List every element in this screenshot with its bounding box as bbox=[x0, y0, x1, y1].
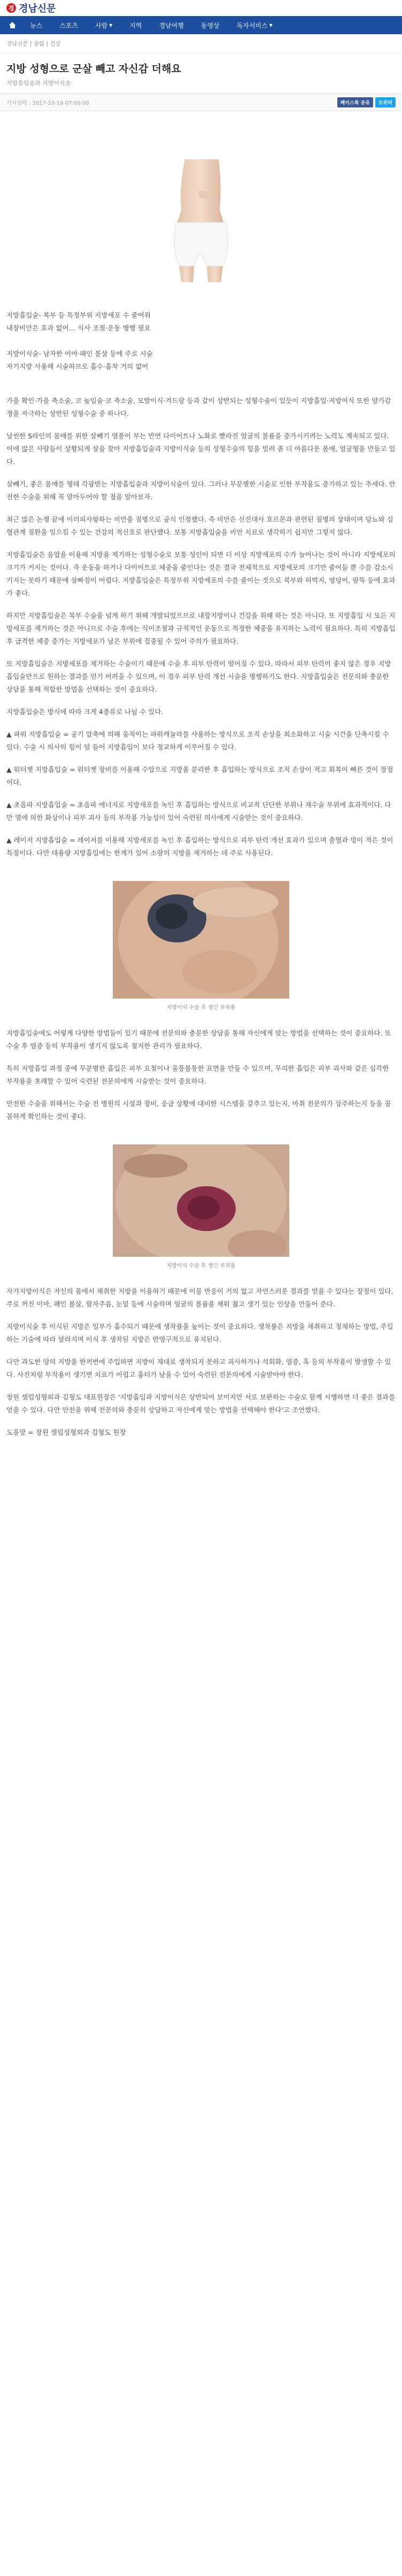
logo-mark: 경 bbox=[6, 3, 16, 13]
nav-travel[interactable] bbox=[151, 16, 192, 34]
article-subtitle: 지방흡입술과 지방이식술 bbox=[6, 80, 71, 87]
paragraph: 특히 지방흡입 과정 중에 무분별한 흡입은 피부 요철이나 울퉁불퉁한 표면을 만들 수 있으며, 무리한 흡입은 피부 괴사와 같은 심각한 부작용을 초래할 수 있어 숙련된 전문의에게 시술받는 것이 중요하다. bbox=[6, 1064, 389, 1085]
nav-people[interactable] bbox=[87, 16, 121, 34]
side-effect-photo-1 bbox=[113, 881, 289, 999]
paragraph: 또 지방흡입술은 지방세포를 제거하는 수술이기 때문에 수술 후 피부 탄력이 떨어질 수 있다. 따라서 피부 탄력이 좋지 않은 경우 지방흡입술만으로 원하는 결과를 얻기 어려울 수 있으며, 이 경우 피부 탄력 개선 시술을 병행하기도 한다. 지방흡입술은 전문의와 충분한 상담을 통해 적합한 방법을 선택하는 것이 중요하다. bbox=[6, 660, 391, 693]
article-body bbox=[0, 159, 402, 1439]
paragraph: 지방흡입술에도 어떻게 다양한 방법들이 있기 때문에 전문의와 충분한 상담을 통해 자신에게 맞는 방법을 선택하는 것이 중요하다. 또 수술 후 염증 등의 부작용이 생기지 않도록 철저한 관리가 필요하다. bbox=[6, 1029, 391, 1050]
paragraph: 창원 셀럽성형외과 김형도 대표원장은 '지방흡입과 지방이식은 상반되어 보이지만 서로 보완하는 수술로 함께 시행하면 더 좋은 결과를 얻을 수 있다. 다만 안전을 위해 전문의와 충분히 상담하고 자신에게 맞는 방법을 선택해야 한다'고 조언했다. bbox=[6, 1393, 396, 1414]
logo-text: 경남신문 bbox=[19, 3, 56, 14]
paragraph: 지방흡입술은 음압을 이용해 지방을 제거하는 성형수술로 보통 성인이 되면 더 이상 지방세포의 수가 늘어나는 것이 아니라 지방세포의 크기가 커지는 것이다. 즉 운동을 하거나 다이어트로 체중을 줄인다는 것은 결국 전체적으로 지방세포의 크기만 줄어들 뿐 수를 감소시키지는 못하기 때문에 살빠짐이 어렵다. 지방흡입술은 특정부위 지방세포의 수를 줄이는 것으로 복부와 허벅지, 엉덩이, 팔뚝 등에 효과가 좋다. bbox=[6, 551, 396, 597]
nav-label: 뉴스 bbox=[30, 21, 43, 29]
paragraph: 최근 많은 논쟁 끝에 이러피사항하는 비만을 질병으로 공식 인정했다. 즉 비만은 신진대사 호르몬과 관련된 질병의 상태이며 당뇨와 심혈관계 질환을 일으킬 수 있는 건강의 적신호로 판단했다. 보통 지방흡입술을 비만 치료로 생각하기 쉽지만 그렇지 않다. bbox=[6, 515, 393, 536]
nav-sports[interactable] bbox=[51, 16, 87, 34]
paragraph: ▲ 파워 지방흡입술 = 공기 압축에 의해 움직이는 파워캐뉼라를 사용하는 방식으로 조직 손상을 최소화하고 시술 시간을 단축시킬 수 있다. 수술 시 의사의 힘이 덜 들어 지방흡입이 보다 정교하게 이루어질 수 있다. bbox=[6, 730, 389, 751]
nav-label: 독자서비스 bbox=[236, 21, 268, 29]
credit-line: 도움말 = 창원 셀럽성형외과 김형도 원장 bbox=[6, 1428, 126, 1436]
body-photo bbox=[156, 159, 246, 282]
paragraph: 살빼기, 좋은 몸매를 형태 각광받는 지방흡입술과 지방이식술이 있다. 그러나 무분별한 시술로 인한 부작용도 증가하고 있는 추세다. 안전한 수술을 위해 꼭 알아두어야 할 점을 알아보자. bbox=[6, 480, 396, 501]
intro-line: 내장비만은 효과 없어… 식사 조절·운동 병행 필요 bbox=[6, 324, 151, 332]
paragraph: ▲ 레이저 지방흡입술 = 레이저를 이용해 지방세포를 녹인 후 흡입하는 방식으로 피부 탄력 개선 효과가 있으며 출혈과 멍이 적은 것이 특징이다. 다만 대용량 지방흡입에는 한계가 있어 소량의 지방을 제거하는 데 주로 사용된다. bbox=[6, 836, 393, 857]
home-icon bbox=[9, 22, 16, 28]
nav-region[interactable] bbox=[121, 16, 150, 34]
paragraph: 안전한 수술을 위해서는 수술 전 병원의 시설과 장비, 응급 상황에 대비한 시스템을 갖추고 있는지, 마취 전문의가 상주하는지 등을 꼼꼼하게 확인하는 것이 좋다. bbox=[6, 1100, 391, 1120]
intro-line bbox=[6, 335, 396, 347]
nav-news[interactable] bbox=[21, 16, 51, 34]
intro-line: 지방흡입술- 복부 등 특정부위 지방세포 수 줄여줘 bbox=[6, 311, 151, 319]
paragraph: 다만 과도한 양의 지방을 한꺼번에 주입하면 지방이 제대로 생착되지 못하고 괴사하거나 석회화, 염증, 혹 등의 부작용이 발생할 수 있다. 사진처럼 부작용이 생기면 치료가 어렵고 흉터가 남을 수 있어 숙련된 전문의에게 시술받아야 한다. bbox=[6, 1358, 391, 1379]
paragraph: 하지만 지방흡입술은 복부 수술을 넘게 하기 위해 개발되었으므로 내장지방이나 건강을 위해 하는 것은 아니다. 또 지방흡입 시 모든 지방세포를 제거하는 것은 아니므로 수술 후에는 식이조절과 규칙적인 운동으로 적정한 체중을 유지하는 노력이 필요하다. 특히 지방흡입 후 급격한 체중 증가는 지방세포가 남은 부위에 집중될 수 있어 주의가 필요하다. bbox=[6, 612, 396, 645]
site-logo[interactable] bbox=[6, 1, 56, 15]
article-meta-bar bbox=[0, 94, 402, 111]
article-title: 지방 성형으로 군살 빼고 자신감 더해요 bbox=[6, 63, 181, 75]
paragraph: ▲ 워터젯 지방흡입술 = 워터젯 장비를 이용해 수압으로 지방을 분리한 후 흡입하는 방식으로 조직 손상이 적고 회복이 빠른 것이 장점이다. bbox=[6, 765, 393, 786]
intro-line: 자기지방 사용해 시술하므로 흡수·흡착 거의 없어 bbox=[6, 362, 149, 370]
nav-home[interactable] bbox=[3, 16, 21, 34]
intro-line: 지방이식술- 남자한 이마·패인 볼살 등에 주로 시술 bbox=[6, 350, 153, 358]
nav-label: 스포츠 bbox=[59, 21, 78, 29]
publish-date: 기사입력 : 2017-10-19 07:00:00 bbox=[6, 100, 89, 106]
paragraph: 지방흡입술은 방식에 따라 크게 4종류로 나뉠 수 있다. bbox=[6, 708, 164, 716]
top-bar bbox=[0, 0, 402, 16]
nav-label: 지역 bbox=[129, 21, 142, 29]
photo-caption: 지방이식 수술 후 생긴 부작용 bbox=[166, 1263, 236, 1269]
share-buttons bbox=[337, 97, 396, 107]
side-effect-photo-2 bbox=[113, 1144, 289, 1257]
paragraph: ▲ 초음파 지방흡입술 = 초음파 에너지로 지방세포를 녹인 후 흡입하는 방식으로 비교적 단단한 부위나 재수술 부위에 효과적이다. 다만 열에 의한 화상이나 피부 괴사 등의 부작용 가능성이 있어 숙련된 의사에게 시술받는 것이 중요하다. bbox=[6, 801, 391, 822]
nav-video[interactable] bbox=[192, 16, 228, 34]
paragraph: 지방이식술 후 이식된 지방은 일부가 흡수되기 때문에 생착률을 높이는 것이 중요하다. 생착률은 지방을 채취하고 정제하는 방법, 주입하는 기술에 따라 달라지며 이식 후 생착된 지방은 반영구적으로 유지된다. bbox=[6, 1322, 393, 1343]
paragraph: 날씬한 S라인의 몸매를 위한 살빼기 열풍이 부는 반면 다이어트나 노화로 빨라진 얼굴의 볼륨을 증가시키려는 노력도 계속되고 있다. 이에 많은 사람들이 상황되게 살을 찾아 지방흡입술과 지방이식술 등의 성형수술의 힘을 빌려 좀 더 아름다운 몸매, 얼굴형을 만들고 있다. bbox=[6, 432, 396, 466]
main-nav bbox=[0, 16, 402, 34]
twitter-share-button[interactable]: 트위터 bbox=[375, 97, 396, 107]
nav-label: 경남여행 bbox=[159, 21, 184, 29]
nav-label: 사람 bbox=[95, 21, 108, 29]
chevron-down-icon: ▼ bbox=[109, 22, 113, 28]
article-intro bbox=[6, 309, 396, 373]
paragraph: 자가지방이식은 자신의 몸에서 채취한 지방을 이용하기 때문에 이물 반응이 거의 없고 자연스러운 결과를 얻을 수 있다는 장점이 있다. 주로 꺼진 이마, 패인 볼살, 팔자주름, 눈밑 등에 시술하며 얼굴의 볼륨을 채워 젊고 생기 있는 인상을 만들어 준다. bbox=[6, 1287, 393, 1308]
paragraph: 가을 확인·가을 축소술, 코 높임술·코 축소술, 모발이식·겨드랑 등과 같이 상반되는 성형수술이 있듯이 지방흡입·지방이식 또한 양가감정을 자극하는 상반된 성형수술 중 하나다. bbox=[6, 397, 391, 417]
nav-reader-service[interactable] bbox=[228, 16, 281, 34]
facebook-share-button[interactable]: 페이스북 공유 bbox=[337, 97, 373, 107]
chevron-down-icon: ▼ bbox=[269, 22, 273, 28]
photo-caption: 지방이식 수술 후 생긴 부작용 bbox=[166, 1005, 236, 1011]
breadcrumb: 경남신문 | 종합 | 건강 bbox=[0, 34, 402, 53]
nav-label: 동영상 bbox=[200, 21, 220, 29]
